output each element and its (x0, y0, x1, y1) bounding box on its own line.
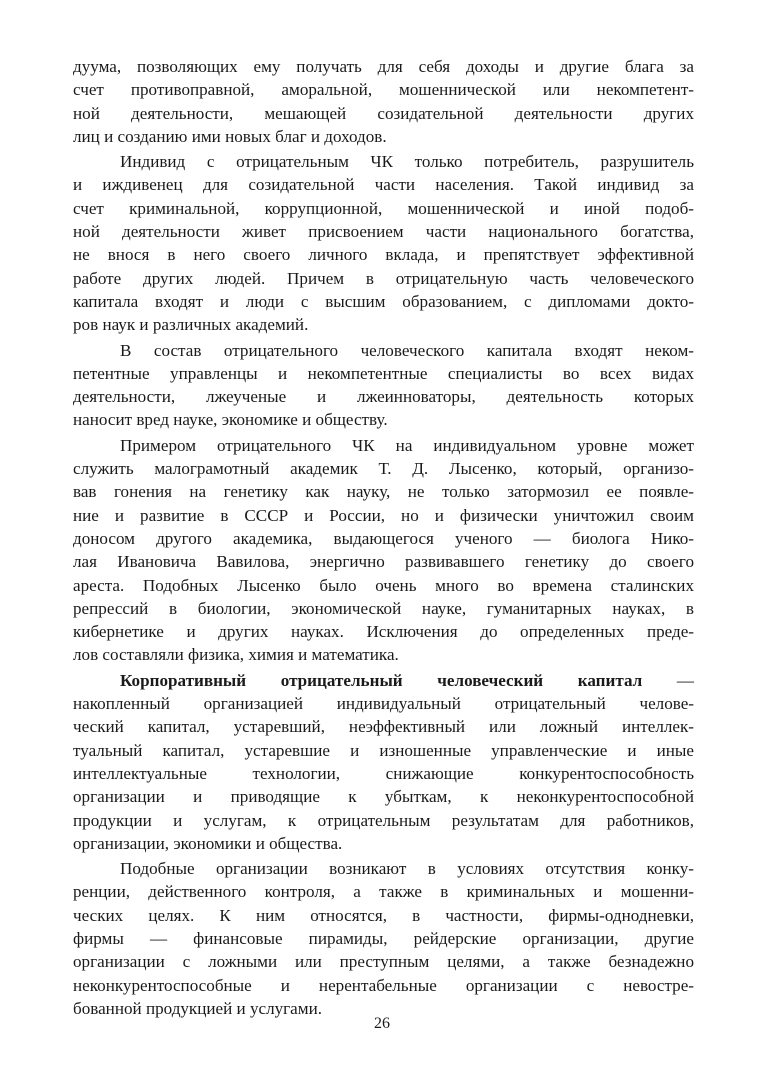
text-line: организации и приводящие к убыткам, к неконкурентоспособной (73, 787, 694, 807)
text-line: ной деятельности, мешающей созидательной деятельности других (73, 103, 694, 123)
paragraph-6 (73, 857, 694, 1020)
paragraph-1 (73, 55, 694, 148)
text-line: не внося в него своего личного вклада, и препятствует эффективной (73, 245, 694, 265)
term-dash: — (642, 670, 694, 690)
text-line: доносом другого академика, выдающегося ученого — биолога Нико- (73, 528, 694, 548)
text-line: продукции и услугам, к отрицательным результатам для работников, (73, 810, 694, 830)
text-line: фирмы — финансовые пирамиды, рейдерские организации, другие (73, 928, 694, 948)
text-line: наносит вред науке, экономике и обществу. (73, 410, 388, 430)
paragraph-2 (73, 150, 694, 336)
text-line: организации, экономики и общества. (73, 833, 343, 853)
text-line: Примером отрицательного ЧК на индивидуальном уровне может (120, 435, 694, 455)
text-line: лов составляли физика, химия и математика. (73, 645, 399, 665)
text-line (73, 669, 694, 692)
paragraph-3 (73, 339, 694, 432)
text-line: туальный капитал, устаревшие и изношенные управленческие и иные (73, 740, 694, 760)
text-line: ренции, действенного контроля, а также в криминальных и мошенни- (73, 882, 694, 902)
text-line: служить малограмотный академик Т. Д. Лысенко, который, организо- (73, 459, 694, 479)
text-line: ческий капитал, устаревший, неэффективный или ложный интеллек- (73, 717, 694, 737)
paragraph-5 (73, 669, 694, 855)
text-line: ареста. Подобных Лысенко было очень много во времена сталинских (73, 575, 694, 595)
text-line: лая Ивановича Вавилова, энергично развивавшего генетику до своего (73, 552, 694, 572)
text-line: вав гонения на генетику как науку, не только затормозил ее появле- (73, 482, 694, 502)
term-heading: Корпоративный отрицательный человеческий капитал (120, 670, 643, 690)
text-line: кибернетике и других науках. Исключения до определенных преде- (73, 622, 694, 642)
text-line: ние и развитие в СССР и России, но и физически уничтожил своим (73, 505, 694, 525)
text-line: ной деятельности живет присвоением части национального богатства, (73, 222, 694, 242)
page-number: 26 (374, 1015, 390, 1032)
text-line: Индивид с отрицательным ЧК только потребитель, разрушитель (120, 152, 694, 172)
text-line: работе других людей. Причем в отрицательную часть человеческого (73, 268, 694, 288)
paragraph-4 (73, 434, 694, 667)
text-line: накопленный организацией индивидуальный отрицательный челове- (73, 694, 694, 714)
text-line: капитала входят и люди с высшим образованием, с дипломами докто- (73, 291, 694, 311)
text-line: и иждивенец для созидательной части населения. Такой индивид за (73, 175, 694, 195)
text-line: лиц и созданию ими новых благ и доходов. (73, 126, 387, 146)
text-line: В состав отрицательного человеческого капитала входят неком- (120, 340, 694, 360)
text-line: интеллектуальные технологии, снижающие конкурентоспособность (73, 763, 694, 783)
text-line: счет криминальной, коррупционной, мошеннической и иной подоб- (73, 198, 694, 218)
text-line: деятельности, лжеученые и лжеинноваторы, деятельность которых (73, 387, 694, 407)
text-line: дуума, позволяющих ему получать для себя доходы и другие блага за (73, 57, 694, 76)
text-line: организации с ложными или преступным целями, а также безнадежно (73, 952, 694, 972)
text-line: неконкурентоспособные и нерентабельные организации с невостре- (73, 975, 694, 995)
text-line: бованной продукцией и услугами. (73, 998, 323, 1018)
text-line: ческих целях. К ним относятся, в частности, фирмы-однодневки, (73, 905, 694, 925)
text-line: ров наук и различных академий. (73, 315, 309, 335)
text-line: петентные управленцы и некомпетентные специалисты во всех видах (73, 363, 694, 383)
text-line: Подобные организации возникают в условиях отсутствия конку- (120, 859, 694, 879)
body-text (73, 55, 694, 1020)
text-line: счет противоправной, аморальной, мошеннической или некомпетент- (73, 80, 694, 100)
text-line: репрессий в биологии, экономической науке, гуманитарных науках, в (73, 598, 694, 618)
